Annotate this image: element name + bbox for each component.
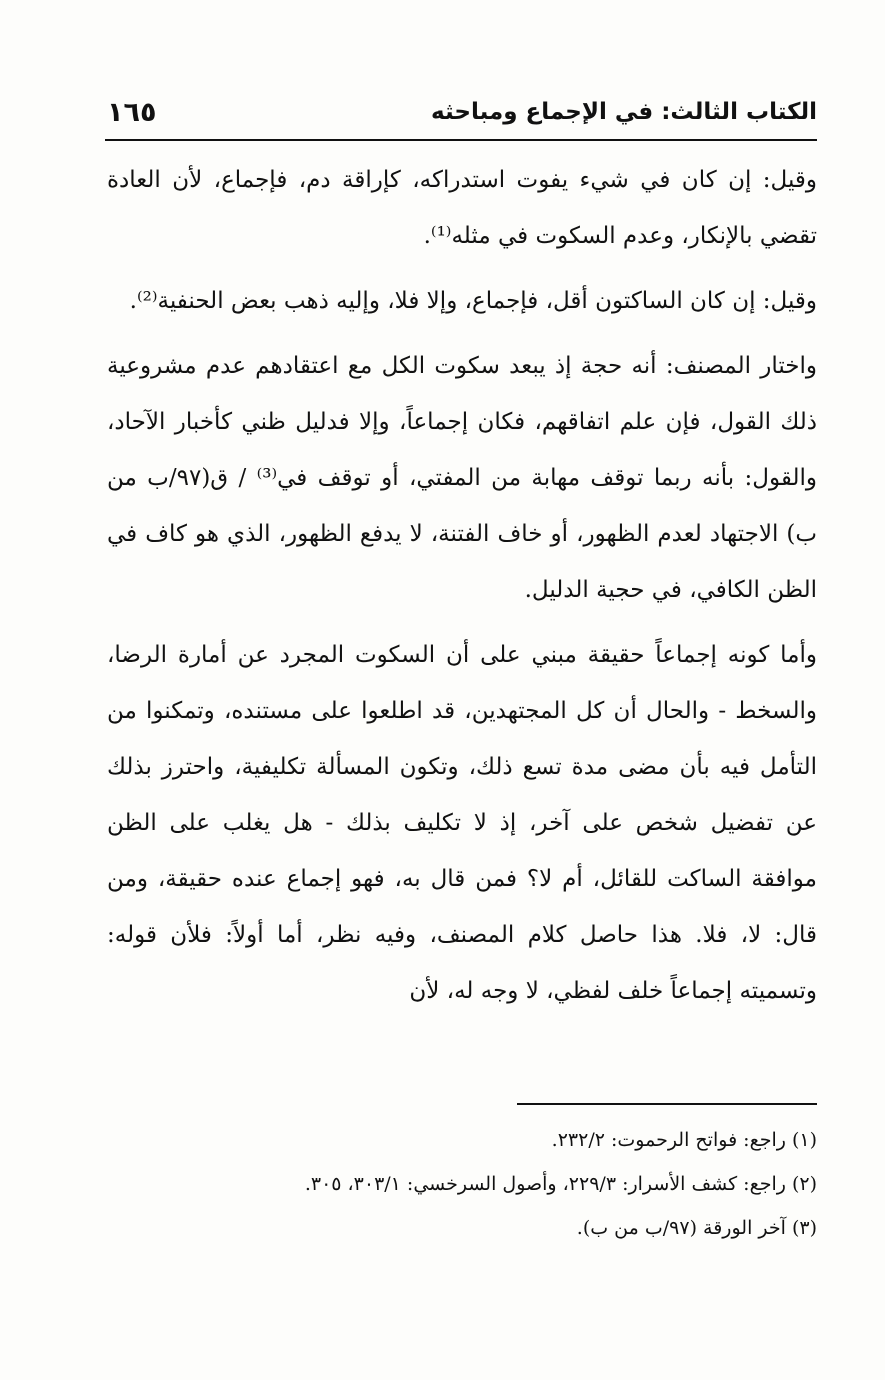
page-number: ١٦٥ — [107, 96, 157, 128]
paragraph: واختار المصنف: أنه حجة إذ يبعد سكوت الكل مع اعتقادهم عدم مشروعية ذلك القول، فإن علم اتفاقهم، فكان إجماعاً، وإلا فدليل ظني كأخبار الآحاد، والقول: بأنه ربما توقف مهابة من المفتي، أو توقف في⁽³⁾ / ق(٩٧/ب من ب) الاجتهاد لعدم الظهور، أو خاف الفتنة، لا يدفع الظهور، الذي هو كاف في الظن الكافي، في حجية الدليل. — [107, 353, 817, 603]
footnote: (٢) راجع: كشف الأسرار: ٢٢٩/٣، وأصول السرخسي: ٣٠٣/١، ٣٠٥. — [304, 1173, 817, 1195]
footnote: (١) راجع: فواتح الرحموت: ٢٣٢/٢. — [551, 1129, 817, 1151]
footnotes — [107, 1118, 817, 1250]
paragraph: وقيل: إن كان الساكتون أقل، فإجماع، وإلا فلا، وإليه ذهب بعض الحنفية⁽²⁾. — [129, 288, 817, 314]
paragraph: وقيل: إن كان في شيء يفوت استدراكه، كإراقة دم، فإجماع، لأن العادة تقضي بالإنكار، وعدم السكوت في مثله⁽¹⁾. — [107, 167, 817, 249]
page-header — [107, 92, 817, 132]
running-title: الكتاب الثالث: في الإجماع ومباحثه — [431, 99, 817, 125]
header-divider — [105, 139, 817, 141]
paragraph: وأما كونه إجماعاً حقيقة مبني على أن السكوت المجرد عن أمارة الرضا، والسخط - والحال أن كل المجتهدين، قد اطلعوا على مستنده، وتمكنوا من التأمل فيه بأن مضى مدة تسع ذلك، وتكون المسألة تكليفية، واحترز بذلك عن تفضيل شخص على آخر، إذ لا تكليف بذلك - هل يغلب على الظن موافقة الساكت للقائل، أم لا؟ فمن قال به، فهو إجماع عنده حقيقة، ومن قال: لا، فلا. هذا حاصل كلام المصنف، وفيه نظر، أما أولاً: فلأن قوله: وتسميته إجماعاً خلف لفظي، لا وجه له، لأن — [107, 642, 818, 1004]
main-text — [107, 152, 817, 1028]
footnote: (٣) آخر الورقة (٩٧/ب من ب). — [576, 1217, 817, 1239]
footnote-divider — [517, 1103, 817, 1105]
